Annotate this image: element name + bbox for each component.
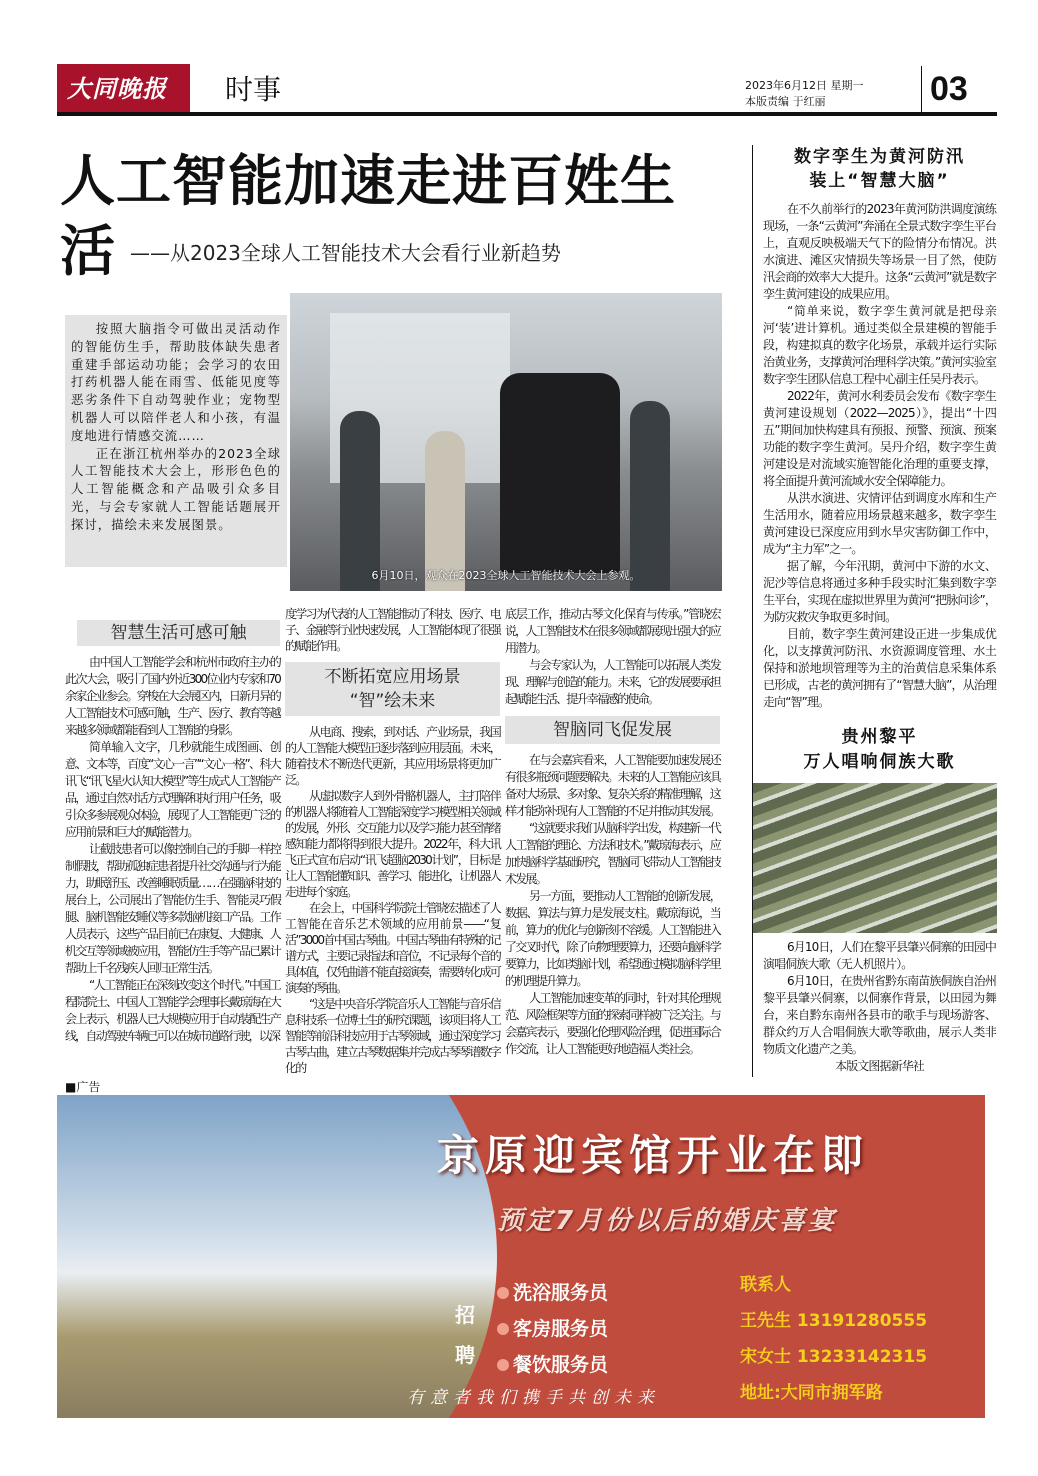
- paragraph: 度学习为代表的人工智能推动了科技、医疗、电子、金融等行业快速发展，人工智能体现了很强的赋能作用。: [285, 607, 500, 653]
- ad-slogan: 有意者我们携手共创未来: [407, 1388, 660, 1408]
- paragraph: “人工智能正在深刻改变这个时代。”中国工程院院士、中国人工智能学会理事长戴琼海在大会上表示，机器人已大规模应用于自动装配生产线，自动驾驶车辆已可以在城市道路行驶，以深: [65, 978, 280, 1043]
- bullet-icon: [497, 1287, 509, 1299]
- conference-photo: [290, 293, 722, 591]
- sidebar-body: [763, 201, 996, 711]
- section-heading: 智慧生活可感可触: [77, 620, 280, 646]
- job-label: 洗浴服务员: [513, 1282, 609, 1304]
- contact-phone: 宋女士 13233142315: [740, 1347, 928, 1367]
- paragraph: 人工智能加速变革的同时，针对其伦理规范、风险框架等方面的探索同样被广泛关注。与会嘉宾表示，要强化伦理风险治理，促进国际合作交流，让人工智能更好地造福人类社会。: [505, 991, 720, 1056]
- sidebar-headline-line: 贵州黎平: [841, 727, 918, 747]
- ad-subtitle: 预定7月份以后的婚庆喜宴: [497, 1206, 838, 1236]
- job-label: 餐饮服务员: [513, 1354, 609, 1376]
- job-item: [497, 1275, 608, 1311]
- contact-address: 地址:大同市拥军路: [740, 1383, 883, 1403]
- paragraph: 由中国人工智能学会和杭州市政府主办的此次大会，吸引了国内外近300位业内专家和70余家企业参会。穿梭在大会展区内，日新月异的人工智能技术可感可触，生产、医疗、教育等越来越多领域都能看到人工智能的身影。: [65, 655, 280, 737]
- paragraph: 底层工作，推动古琴文化保育与传承。”管晓宏说，人工智能技术在很多领域都展现出强大的应用潜力。: [505, 607, 720, 655]
- paragraph: 目前，数字孪生黄河建设正进一步集成优化，以支撑黄河防汛、水资源调度管理、水土保持和淤地坝管理等为主的治黄信息采集体系已形成，古老的黄河拥有了“智慧大脑”，从治理走向“智”理。: [763, 627, 996, 709]
- recruit-label: 招聘: [455, 1303, 475, 1367]
- photo-simulator-seat: [500, 373, 620, 573]
- ad-label: ■广告: [65, 1080, 101, 1094]
- paragraph: 从虚拟数字人到外骨骼机器人，主打陪伴的机器人将随着人工智能深度学习模型相关领域的发展，外形、交互能力以及学习能力甚至情绪感知能力都将得到很大提升。2022年，科大讯飞正式宣布启动“讯飞超脑2030计划”，目标是让人工智能懂知识、善学习、能进化，让机器人走进每个家庭。: [285, 789, 500, 899]
- section-name: 时事: [225, 73, 282, 106]
- photo-person: [630, 401, 670, 591]
- sidebar-headline: [763, 145, 996, 193]
- photo-credit: 本版文图据新华社: [835, 1059, 924, 1073]
- article-column-3: [505, 606, 720, 1058]
- issue-info: [745, 78, 864, 110]
- sidebar-headline-line: 装上“智慧大脑”: [809, 171, 950, 191]
- article-column-1: [65, 620, 280, 1045]
- hotel-advertisement: [57, 1095, 985, 1418]
- intro-paragraph: 按照大脑指令可做出灵活动作的智能仿生手，帮助肢体缺失患者重建手部运动功能；会学习的农田打药机器人能在雨雪、低能见度等恶劣条件下自动驾驶作业；宠物型机器人可以陪伴老人和小孩，有温度地进行情感交流……: [71, 321, 281, 443]
- sidebar: [752, 145, 996, 1077]
- paragraph: 从电商、搜索，到对话、产业场景，我国的人工智能大模型正逐步落到应用层面。未来，随着技术不断迭代更新，其应用场景将更加广泛。: [285, 725, 500, 787]
- sidebar-headline-line: 数字孪生为黄河防汛: [794, 147, 965, 167]
- paragraph: 2022年，黄河水利委员会发布《数字孪生黄河建设规划（2022—2025）》，提出“十四五”期间加快构建具有预报、预警、预演、预案功能的数字孪生黄河。吴丹介绍，数字孪生黄河建设是对流域实施智能化治理的重要支撑，将全面提升黄河流域水安全保障能力。: [763, 389, 996, 488]
- paragraph: 在会上，中国科学院院士管晓宏描述了人工智能在音乐艺术领域的应用前景——“复活”3000首中国古琴曲。中国古琴曲有特殊的记谱方式，主要记录指法和音位，不记录每个音的具体值，仅凭曲谱不能直接演奏，需要转化成可演奏的琴曲。: [285, 901, 500, 995]
- intro-box: [65, 315, 287, 567]
- job-item: [497, 1311, 608, 1347]
- contact-info: [740, 1267, 927, 1411]
- page-number: 03: [930, 70, 968, 108]
- section-heading: [285, 662, 500, 716]
- paragraph: 在不久前举行的2023年黄河防洪调度演练现场，一条“云黄河”奔涌在全景式数字孪生平台上，直观反映极端天气下的险情分布情况。洪水演进、滩区灾情损失等场景一目了然，使防汛会商的效率大大提升。这条“云黄河”就是数字孪生黄河建设的成果应用。: [763, 202, 996, 301]
- divider: [921, 66, 922, 112]
- job-list: [497, 1275, 608, 1383]
- section-heading: 智脑同飞促发展: [505, 716, 720, 744]
- article-column-2: [285, 606, 500, 1076]
- paragraph: 另一方面，要推动人工智能的创新发展，数据、算法与算力是发展支柱。戴琼海说，当前，算力的优化与创新刻不容缓。人工智能进入了交叉时代，除了向物理要算力，还要向脑科学要算力，比如类脑计划，希望通过模拟脑科学里的机理提升算力。: [505, 889, 720, 988]
- paragraph: “这是中央音乐学院音乐人工智能与音乐信息科技系一位博士生的研究课题，该项目将人工智能等前沿科技应用于古琴领域，通过深度学习古琴古曲，建立古琴数据集并完成古琴琴谱数字化的: [285, 997, 500, 1075]
- sidebar-story-2: [763, 939, 996, 1075]
- section-heading-line: 不断拓宽应用场景: [324, 667, 461, 687]
- headline: 人工智能加速走进百姓生活: [60, 148, 677, 283]
- sidebar-headline-line: 万人唱响侗族大歌: [803, 752, 956, 772]
- paragraph: 在与会嘉宾看来，人工智能要加速发展还有很多瓶颈问题要解决。未来的人工智能应该具备对大场景、多对象、复杂关系的精准理解，这样才能弥补现有人工智能的不足并推动其发展。: [505, 753, 720, 818]
- paragraph: 6月10日，人们在黎平县肇兴侗寨的田园中演唱侗族大歌（无人机照片）。: [763, 940, 996, 971]
- contact-phone: 王先生 13191280555: [740, 1311, 928, 1331]
- bullet-icon: [497, 1323, 509, 1335]
- hotel-photo: [57, 1095, 497, 1418]
- paragraph: “这就要求我们从脑科学出发，构建新一代人工智能的理论、方法和技术。”戴琼海表示，应加快脑科学基础研究，智脑同飞带动人工智能技术发展。: [505, 821, 720, 886]
- intro-paragraph: 正在浙江杭州举办的2023全球人工智能技术大会上，形形色色的人工智能概念和产品吸引众多目光，与会专家就人工智能话题展开探讨，描绘未来发展图景。: [71, 445, 281, 532]
- newspaper-logo: 大同晚报: [57, 64, 190, 114]
- paragraph: 与会专家认为，人工智能可以拓展人类发现、理解与创造的能力。未来，它的发展要承担起赋能生活、提升幸福感的使命。: [505, 658, 720, 706]
- dong-song-photo: [753, 783, 997, 933]
- paragraph: 让截肢患者可以像控制自己的手脚一样控制假肢，帮助孤独症患者提升社交沟通与行为能力，助眠舒压、改善睡眠质量……在强脑科技的展台上，公司展出了智能仿生手、智能灵巧假腿、脑机智能安睡仪等多款脑机接口产品。工作人员表示，这些产品目前已在康复、大健康、人机交互等领域被应用，智能仿生手等产品已累计帮助上千名残疾人回归正常生活。: [65, 842, 280, 975]
- masthead-rule: [57, 112, 997, 116]
- photo-person: [340, 411, 380, 591]
- paragraph: 简单输入文字，几秒就能生成图画、创意、文本等，百度“文心一言”“文心一格”、科大讯飞“讯飞星火认知大模型”等生成式人工智能产品，通过自然对话方式理解和执行用户任务，吸引众多参展观众体验，展现了人工智能更广泛的应用前景和巨大的赋能潜力。: [65, 740, 280, 839]
- issue-date: 2023年6月12日 星期一: [745, 79, 864, 92]
- job-label: 客房服务员: [513, 1318, 609, 1340]
- sidebar-headline-2: [763, 725, 996, 775]
- paragraph: “简单来说，数字孪生黄河就是把母亲河‘装’进计算机。通过类似全景建模的智能手段，构建拟真的数字化场景，承载并运行实际治黄业务，支撑黄河治理科学决策。”黄河实验室数字孪生团队信息工程中心副主任吴丹表示。: [763, 304, 996, 386]
- section-heading-line: “智”绘未来: [349, 691, 436, 711]
- bullet-icon: [497, 1359, 509, 1371]
- paragraph: 从洪水演进、灾情评估到调度水库和生产生活用水，随着应用场景越来越多，数字孪生黄河建设已深度应用到水旱灾害防御工作中，成为“主力军”之一。: [763, 491, 996, 556]
- ad-title: 京原迎宾馆开业在即: [437, 1131, 870, 1180]
- subheadline: ——从2023全球人工智能技术大会看行业新趋势: [130, 241, 561, 265]
- paragraph: 据了解，今年汛期，黄河中下游的水文、泥沙等信息将通过多种手段实时汇集到数字孪生平台，实现在虚拟世界里为黄河“把脉问诊”，为防灾救灾争取更多时间。: [763, 559, 996, 624]
- paragraph: 6月10日，在贵州省黔东南苗族侗族自治州黎平县肇兴侗寨，以侗寨作背景，以田园为舞台，来自黔东南州各县市的歌手与现场游客、群众约万人合唱侗族大歌等歌曲，展示人类非物质文化遗产之美。: [763, 974, 996, 1056]
- contact-label: 联系人: [740, 1275, 791, 1295]
- page-editor: 本版责编 于红丽: [745, 95, 826, 108]
- job-item: [497, 1347, 608, 1383]
- photo-caption: 6月10日，观众在2023全球人工智能技术大会上参观。: [371, 569, 641, 582]
